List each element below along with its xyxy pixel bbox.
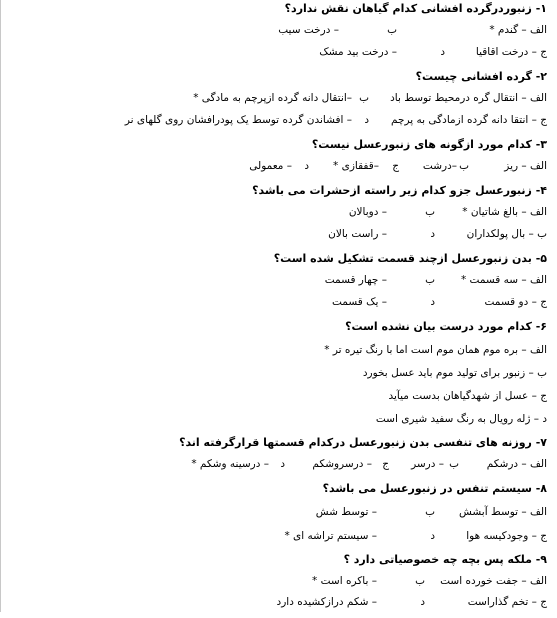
question-3-title: ۳- کدام مورد ازگونه های زنبورعسل نیست؟: [311, 138, 547, 151]
option[interactable]: – درخت بید مشک: [319, 46, 397, 58]
question-9-row-2: [13, 596, 547, 618]
option[interactable]: ب – بال پولکداران: [466, 228, 547, 240]
option[interactable]: –قفقازی *: [333, 160, 379, 172]
option[interactable]: الف – سه قسمت *: [460, 274, 547, 286]
question-5-row-1: [13, 274, 547, 296]
option-letter: ب: [425, 274, 435, 286]
option[interactable]: – شکم درازکشیده دارد: [276, 596, 377, 608]
option[interactable]: – درسروشکم: [312, 458, 372, 470]
question-8-row-1: [13, 506, 547, 528]
option[interactable]: –درشت: [422, 160, 457, 172]
question-9-title: ۹- ملکه پس بچه چه خصوصیاتی دارد ؟: [343, 553, 547, 566]
option-letter: ب: [359, 92, 369, 104]
option-letter: د: [420, 596, 425, 608]
option[interactable]: – باکره است *: [312, 575, 377, 587]
option[interactable]: الف – درشکم: [486, 458, 547, 470]
option-letter: ب: [459, 160, 469, 172]
option[interactable]: – راست بالان: [328, 228, 387, 240]
question-1-title: ۱- زنبوردرگرده افشانی کدام گیاهان نقش ندارد؟: [284, 2, 547, 15]
question-1-row-1: [13, 24, 547, 46]
option[interactable]: الف – گندم *: [489, 24, 547, 36]
option[interactable]: ج – وجودکیسه هوا: [466, 530, 547, 542]
option[interactable]: – درخت سیب: [278, 24, 339, 36]
option-letter: ب: [415, 575, 425, 587]
option[interactable]: – توسط شش: [315, 506, 377, 518]
option[interactable]: ج – تخم گذاراست: [467, 596, 547, 608]
question-6-line-4[interactable]: د – ژله رویال به رنگ سفید شیری است: [375, 413, 547, 425]
question-6-line-2[interactable]: ب – زنبور برای تولید موم باید عسل بخورد: [362, 367, 547, 379]
option[interactable]: الف – انتقال گره درمحیط توسط باد: [390, 92, 547, 104]
option-letter: د: [280, 458, 285, 470]
option-letter: د: [440, 46, 445, 58]
option[interactable]: –انتقال دانه گرده ازپرچم به مادگی *: [193, 92, 352, 104]
option-letter: ج: [392, 160, 399, 172]
question-8-row-2: [13, 530, 547, 552]
question-9-row-1: [13, 575, 547, 597]
option[interactable]: الف – توسط آبشش: [459, 506, 547, 518]
option-letter: ب: [425, 206, 435, 218]
option[interactable]: ج – دو قسمت: [484, 296, 547, 308]
question-2-row-1: [13, 92, 547, 114]
question-2-row-2: [13, 114, 547, 136]
option-letter: ب: [387, 24, 397, 36]
option-letter: د: [430, 228, 435, 240]
option[interactable]: – درسینه وشکم *: [191, 458, 269, 470]
question-6-line-1[interactable]: الف – بره موم همان موم است اما با رنگ تیره تر *: [324, 344, 547, 356]
question-5-row-2: [13, 296, 547, 318]
option-letter: د: [430, 530, 435, 542]
question-6-title: ۶- کدام مورد درست بیان نشده است؟: [345, 320, 547, 333]
option[interactable]: ج – انتقا دانه گرده ازمادگی به پرچم: [390, 114, 547, 126]
option-letter: ب: [425, 506, 435, 518]
option[interactable]: ج – درخت اقاقیا: [475, 46, 547, 58]
question-4-title: ۴- زنبورعسل جزو کدام زیر راسته ازحشرات می باشد؟: [252, 184, 547, 197]
question-1-row-2: [13, 46, 547, 68]
option-letter: د: [304, 160, 309, 172]
option[interactable]: – چهار قسمت: [324, 274, 387, 286]
question-6-line-3[interactable]: ج – عسل از شهدگیاهان بدست میآید: [388, 390, 547, 402]
option-letter: ب: [449, 458, 459, 470]
option[interactable]: – افشاندن گرده توسط یک پودرافشان روی گلهای نر: [124, 114, 352, 126]
question-4-row-2: [13, 228, 547, 250]
option[interactable]: الف – بالغ شاتیان *: [462, 206, 547, 218]
option[interactable]: الف – ریز: [504, 160, 547, 172]
option-letter: ج: [382, 458, 389, 470]
question-2-title: ۲- گرده افشانی چیست؟: [415, 70, 547, 83]
question-5-title: ۵- بدن زنبورعسل ازچند قسمت تشکیل شده است؟: [273, 252, 547, 265]
question-8-title: ۸- سیستم تنفس در زنبورعسل می باشد؟: [322, 482, 547, 495]
option[interactable]: – معمولی: [249, 160, 292, 172]
option[interactable]: الف – جفت خورده است: [440, 575, 547, 587]
option-letter: د: [430, 296, 435, 308]
question-7-row-1: [13, 458, 547, 480]
question-3-row-1: [13, 160, 547, 182]
option[interactable]: – یک قسمت: [331, 296, 387, 308]
option[interactable]: – سیستم تراشه ای *: [284, 530, 377, 542]
option[interactable]: – دوبالان: [348, 206, 387, 218]
question-7-title: ۷- روزنه های تنفسی بدن زنبورعسل درکدام قسمتها قرارگرفته اند؟: [179, 436, 547, 449]
option-letter: د: [364, 114, 369, 126]
question-4-row-1: [13, 206, 547, 228]
option[interactable]: – درسر: [411, 458, 444, 470]
